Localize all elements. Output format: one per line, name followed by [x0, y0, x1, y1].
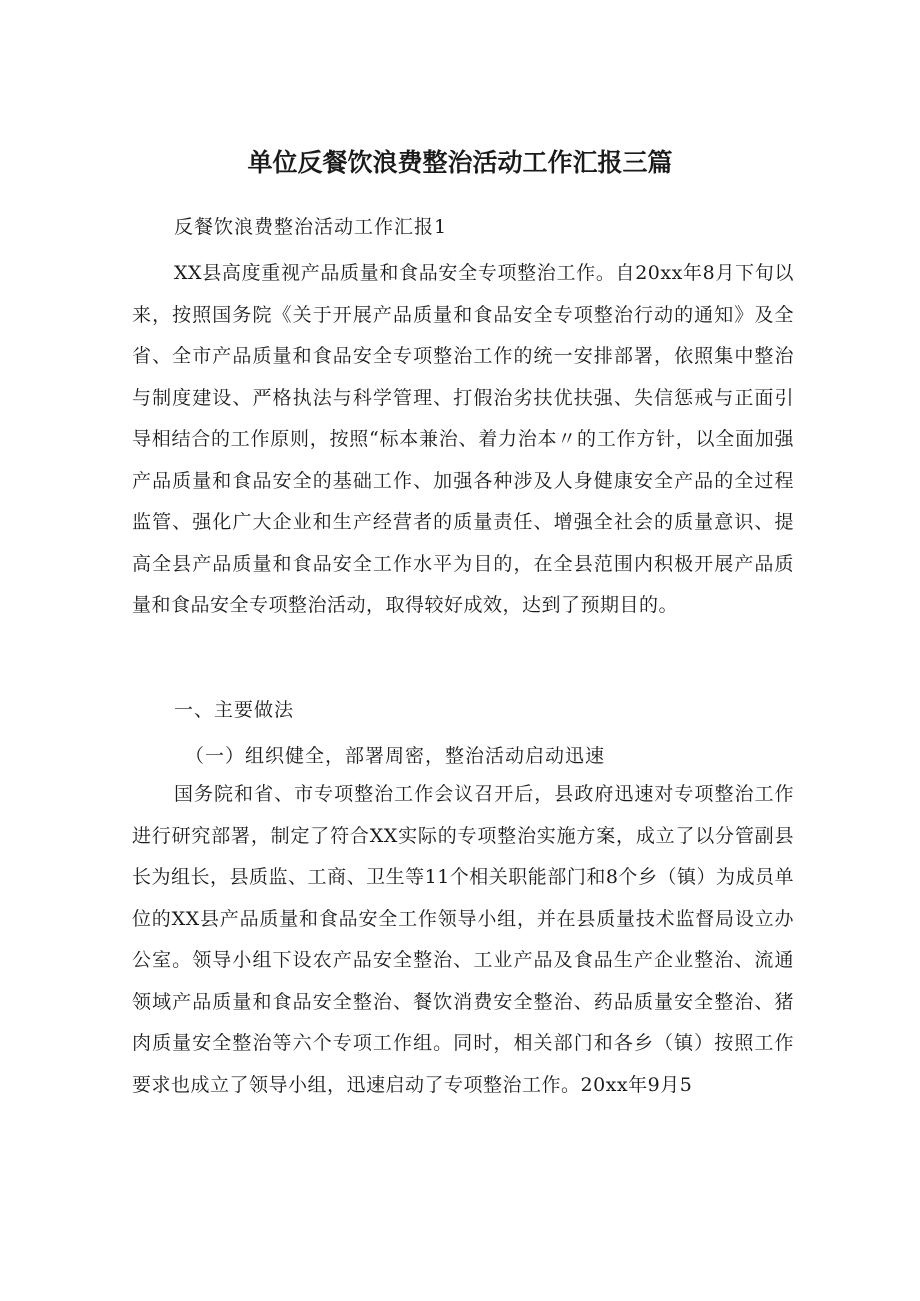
- body-paragraph-intro: [132, 253, 794, 627]
- body-paragraph-organization: [132, 774, 794, 1106]
- paragraph-text: 国务院和省、市专项整治工作会议召开后，县政府迅速对专项整治工作进行研究部署，制定了符合XX实际的专项整治实施方案，成立了以分管副县长为组长，县质监、工商、卫生等11个相关职能部门和8个乡（镇）为成员单位的XX县产品质量和食品安全工作领导小组，并在县质量技术监督局设立办公室。领导小组下设农产品安全整治、工业产品及食品生产企业整治、流通领域产品质量和食品安全整治、餐饮消费安全整治、药品质量安全整治、猪肉质量安全整治等六个专项工作组。同时，相关部门和各乡（镇）按照工作要求也成立了领导小组，迅速启动了专项整治工作。20xx年9月5: [132, 783, 794, 1096]
- subsection-heading: （一）组织健全，部署周密，整治活动启动迅速: [185, 745, 606, 767]
- document-title: 单位反餐饮浪费整治活动工作汇报三篇: [247, 148, 673, 177]
- report-subtitle: 反餐饮浪费整治活动工作汇报1: [174, 216, 448, 238]
- section-heading: 一、主要做法: [174, 699, 295, 721]
- paragraph-text: XX县高度重视产品质量和食品安全专项整治工作。自20xx年8月下旬以来，按照国务院《关于开展产品质量和食品安全专项整治行动的通知》及全省、全市产品质量和食品安全专项整治工作的统一安排部署，依照集中整治与制度建设、严格执法与科学管理、打假治劣扶优扶强、失信惩戒与正面引导相结合的工作原则，按照“标本兼治、着力治本〃的工作方针，以全面加强产品质量和食品安全的基础工作、加强各种涉及人身健康安全产品的全过程监管、强化广大企业和生产经营者的质量责任、增强全社会的质量意识、提高全县产品质量和食品安全工作水平为目的，在全县范围内积极开展产品质量和食品安全专项整治活动，取得较好成效，达到了预期目的。: [132, 262, 794, 616]
